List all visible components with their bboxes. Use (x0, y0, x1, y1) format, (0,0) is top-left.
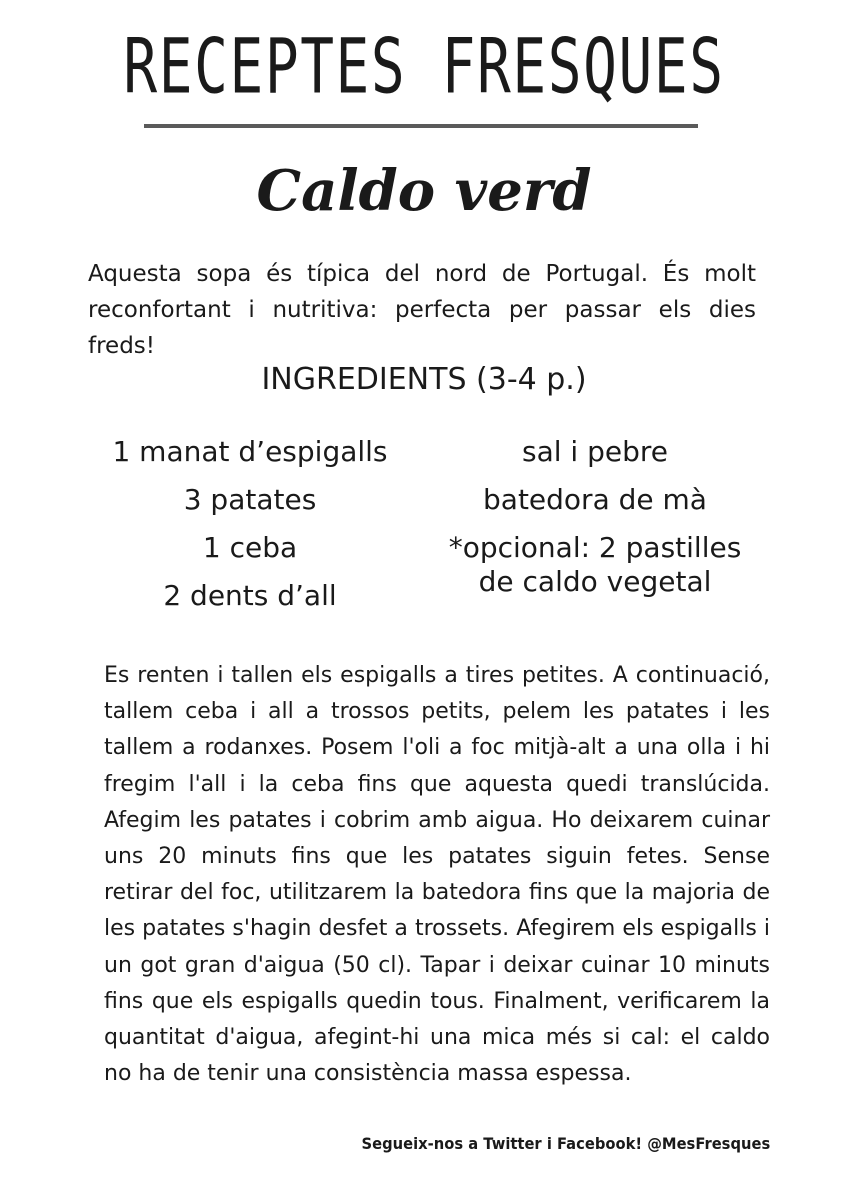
ingredients-heading: INGREDIENTS (3-4 p.) (261, 362, 587, 397)
brand-title: RECEPTES FRESQUES (123, 22, 725, 111)
ingredient-item: 1 ceba (202, 531, 298, 564)
social-footer: Segueix-nos a Twitter i Facebook! @MesFresques (361, 1134, 770, 1153)
ingredient-item: 2 dents d’all (163, 579, 337, 612)
recipe-title: Caldo verd (256, 158, 592, 224)
ingredient-item: sal i pebre (521, 435, 668, 468)
ingredient-item-optional: *opcional: 2 pastilles de caldo vegetal (448, 531, 742, 598)
ingredients-list-right (430, 428, 760, 599)
header-divider (144, 124, 698, 128)
ingredients-list-left (100, 428, 400, 620)
recipe-intro: Aquesta sopa és típica del nord de Portugal. És molt reconfortant i nutritiva: perfecta per passar els dies freds! (88, 261, 756, 359)
ingredient-item: batedora de mà (483, 483, 707, 516)
method-text: Es renten i tallen els espigalls a tires petites. A continuació, tallem ceba i all a trossos petits, pelem les patates i les tallem a rodanxes. Posem l'oli a foc mitjà-alt a una olla i hi fregim l'all i la ceba fins que aquesta quedi translúcida. Afegim les patates i cobrim amb aigua. Ho deixarem cuinar uns 20 minuts fins que les patates siguin fetes. Sense retirar del foc, utilitzarem la batedora fins que la majoria de les patates s'hagin desfet a trossets. Afegirem els espigalls i un got gran d'aigua (50 cl). Tapar i deixar cuinar 10 minuts fins que els espigalls quedin tous. Finalment, verificarem la quantitat d'aigua, afegint-hi una mica més si cal: el caldo no ha de tenir una consistència massa espessa. (104, 663, 770, 1087)
ingredient-item: 3 patates (183, 483, 317, 516)
ingredient-item: 1 manat d’espigalls (112, 435, 388, 468)
